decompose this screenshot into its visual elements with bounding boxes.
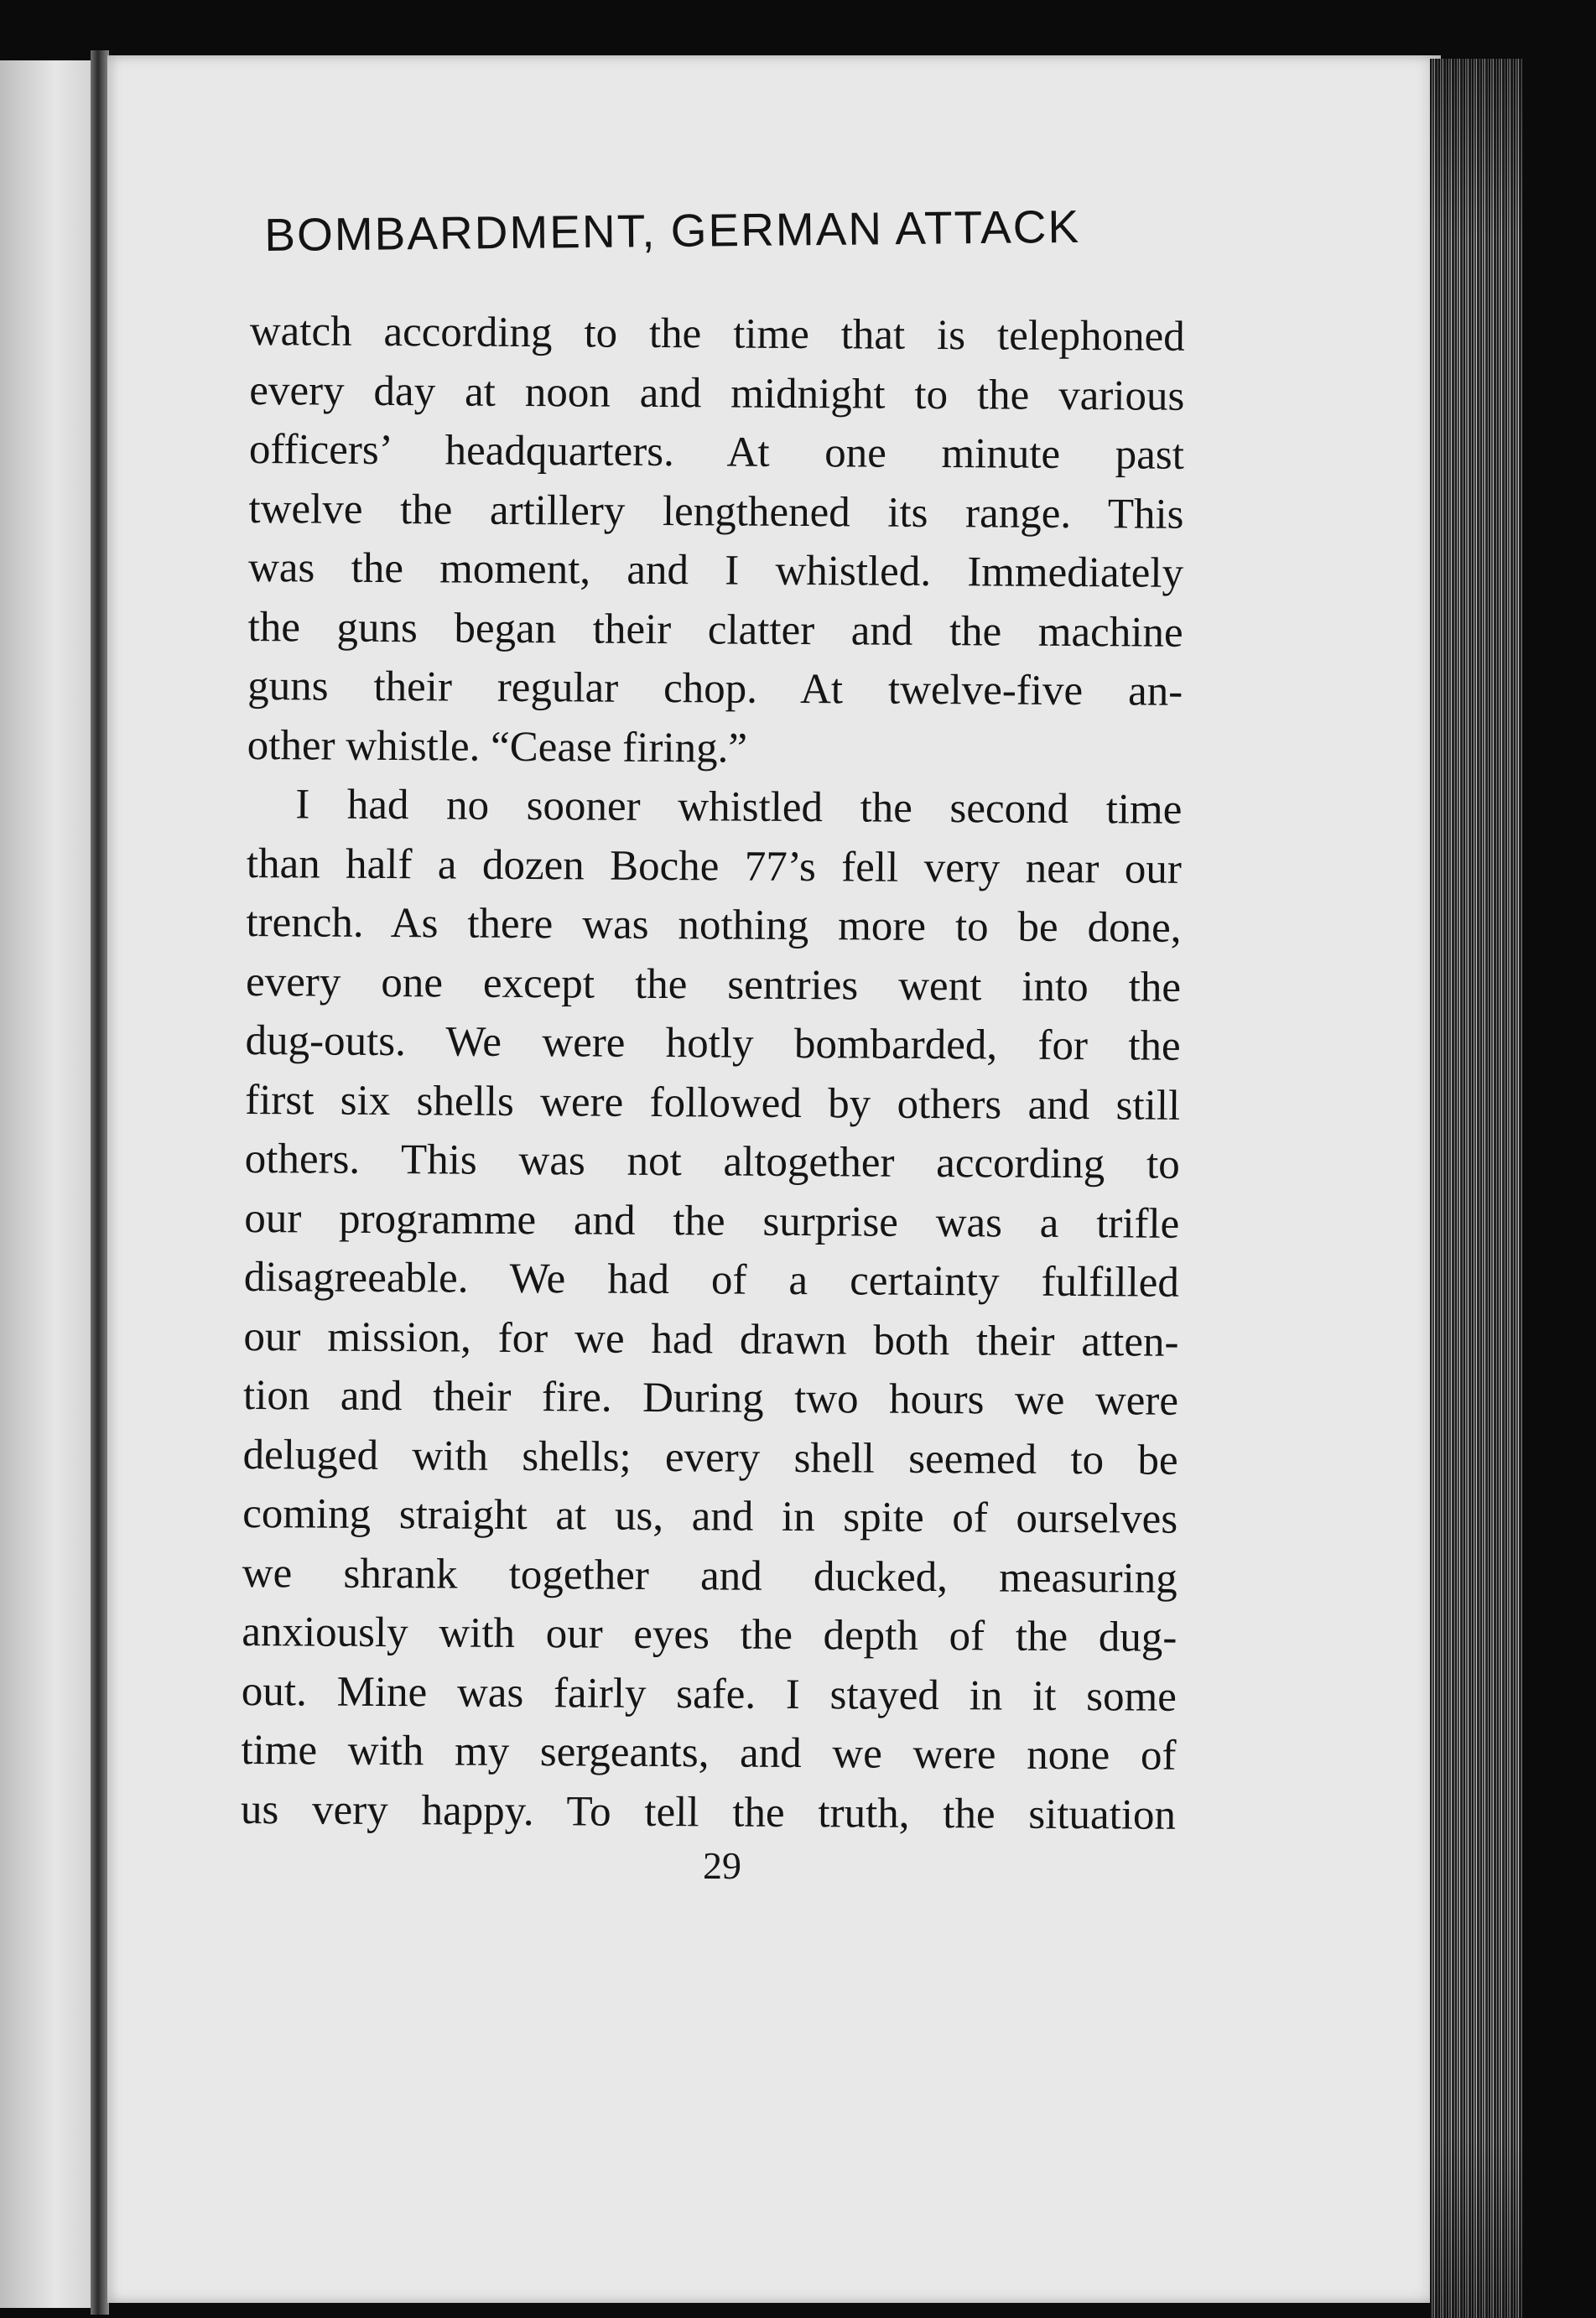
text-line: trench. As there was nothing more to be done, (246, 898, 1182, 952)
text-line: officers’ headquarters. At one minute past (248, 425, 1185, 479)
text-line: guns their regular chop. At twelve-five an- (247, 662, 1183, 715)
text-line: time with my sergeants, and we were none of (241, 1726, 1177, 1780)
text-line: anxiously with our eyes the depth of the dug- (242, 1608, 1178, 1661)
text-line: tion and their fire. During two hours we were (242, 1371, 1179, 1425)
text-line: us very happy. To tell the truth, the situation (240, 1785, 1177, 1839)
page-number: 29 (703, 1844, 741, 1887)
text-line: we shrank together and ducked, measuring (242, 1549, 1178, 1603)
page-edges-shadow (1430, 59, 1522, 2318)
text-line: out. Mine was fairly safe. I stayed in it some (241, 1667, 1178, 1721)
text-line: deluged with shells; every shell seemed to be (242, 1431, 1178, 1484)
text-line: disagreeable. We had of a certainty fulfilled (243, 1253, 1180, 1307)
text-line: was the moment, and I whistled. Immediately (247, 543, 1184, 597)
text-line: first six shells were followed by others and still (245, 1076, 1181, 1130)
text-line: every day at noon and midnight to the various (249, 366, 1185, 420)
running-head: BOMBARDMENT, GERMAN ATTACK (264, 200, 1081, 261)
text-line: than half a dozen Boche 77’s fell very near our (246, 839, 1183, 893)
text-line: others. This was not altogether according to (244, 1135, 1180, 1188)
text-line: twelve the artillery lengthened its range. This (248, 485, 1184, 538)
text-line: dug-outs. We were hotly bombarded, for the (245, 1016, 1181, 1070)
text-line: our mission, for we had drawn both their atten- (243, 1312, 1179, 1366)
text-line: I had no sooner whistled the second time (295, 781, 1183, 834)
body-text (241, 302, 1185, 1845)
text-line: every one except the sentries went into the (245, 958, 1182, 1011)
text-line: watch according to the time that is telephoned (249, 307, 1185, 361)
text-line: our programme and the surprise was a trifle (244, 1194, 1180, 1248)
text-line: coming straight at us, and in spite of ourselves (242, 1489, 1178, 1543)
text-line: other whistle. “Cease firing.” (247, 721, 748, 772)
book-gutter (91, 50, 109, 2315)
text-line: the guns began their clatter and the machine (247, 603, 1183, 657)
facing-page-edge (0, 60, 101, 2308)
